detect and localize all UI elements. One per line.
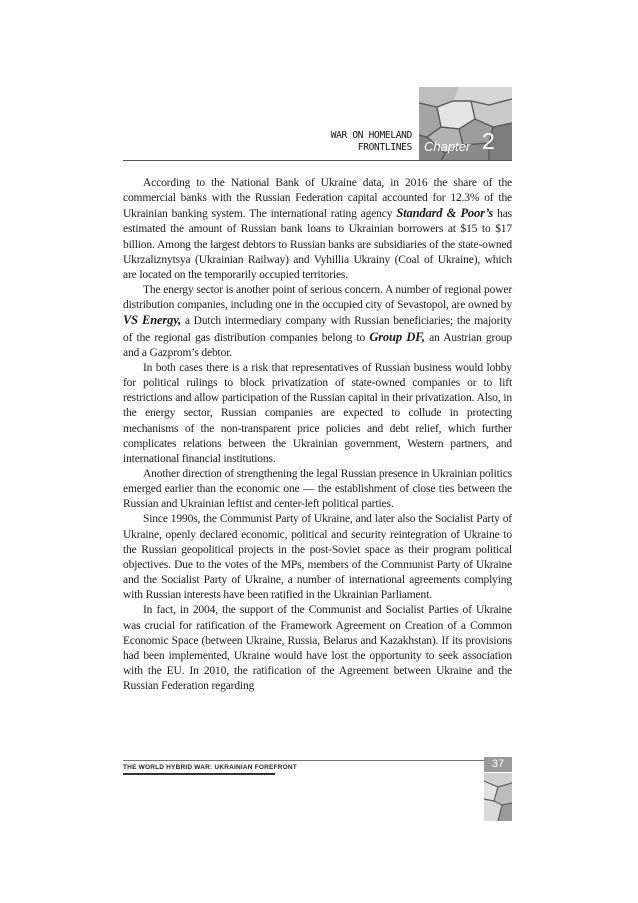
cracked-earth-texture-icon [484, 773, 512, 821]
paragraph-3: In both cases there is a risk that representatives of Russian business would lobby for political rulings to block privatization of state-owned companies or to lift restrictions and allow participation of the Russian capital in their privatization. Also, in the energy sector, Russian companies are expected to collude in protecting mechanisms of the non-transparent price policies and debt relief, which further complicates relations between the Ukrainian government, Western partners, and international financial institutions. [123, 361, 512, 465]
paragraph-2-text-b: a Dutch intermediary company with Russian beneficiaries; the majority of the regional gas distribution companies belong to [123, 315, 512, 344]
body-text [123, 176, 512, 694]
emphasis-standard-poors: Standard & Poor’s [396, 206, 494, 221]
paragraph-6: In fact, in 2004, the support of the Communist and Socialist Parties of Ukraine was crucial for ratification of the Framework Agreement on Creation of a Common Economic Space (between Ukraine, Russia, Belarus and Kazakhstan). If its provisions had been implemented, Ukraine would have lost the opportunity to seek association with the EU. In 2010, the ratification of the Agreement between Ukraine and the Russian Federation regarding [123, 604, 512, 693]
paragraph-2-text-c: an Austrian group and a Gazprom’s debtor. [123, 331, 513, 359]
running-header-line-2: FRONTLINES [357, 141, 412, 153]
page-number: 37 [491, 758, 505, 770]
footer-texture-tile [484, 773, 512, 821]
paragraph-2 [123, 283, 512, 361]
footer-underline [123, 773, 275, 775]
emphasis-vs-energy: VS Energy, [123, 313, 182, 328]
paragraph-1-text-a: According to the National Bank of Ukraine data, in 2016 the share of the commercial banks with the Russian Federation capital accounted for 12.3% of the Ukrainian banking system. The international rating agency [123, 177, 512, 221]
paragraph-2-text-a: The energy sector is another point of serious concern. A number of regional power distribution companies, including one in the occupied city of Sevastopol, are owned by [123, 284, 512, 312]
paragraph-1-text-b: has estimated the amount of Russian bank loans to Ukrainian borrowers at $15 to $17 billion. Among the largest debtors to Russian banks are subsidiaries of the state-owned Ukrzaliznytsya (Ukrainian Railway) and Vyhillia Ukrainy (Coal of Ukraine), which are located on the temporarily occupied territories. [123, 208, 512, 281]
chapter-number: 2 [482, 128, 495, 154]
paragraph-5: Since 1990s, the Communist Party of Ukraine, and later also the Socialist Party of Ukraine, openly declared economic, political and security reintegration of Ukraine to the Russian geopolitical projects in the post-Soviet space as their program political objectives. Due to the votes of the MPs, members of the Communist Party of Ukraine and the Socialist Party of Ukraine, a number of international agreements complying with Russian interests have been ratified in the Ukrainian Parliament. [123, 513, 512, 602]
header-divider [123, 160, 512, 161]
paragraph-4: Another direction of strengthening the legal Russian presence in Ukrainian politics emerged earlier than the economic one — the establishment of close ties between the Russian and Ukrainian leftist and center-left political parties. [123, 467, 512, 511]
paragraph-1 [123, 176, 512, 283]
running-header-line-1: WAR ON HOMELAND [330, 130, 412, 141]
footer-divider [123, 760, 512, 761]
emphasis-group-df: Group DF, [369, 329, 425, 344]
footer-book-title: THE WORLD HYBRID WAR: UKRAINIAN FOREFRONT [123, 764, 297, 771]
chapter-label: Chapter [424, 139, 471, 154]
running-header [300, 130, 412, 153]
